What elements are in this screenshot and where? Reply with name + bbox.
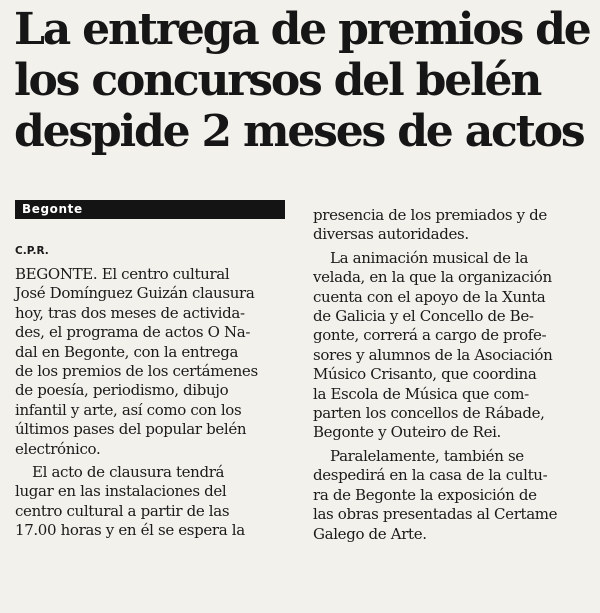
- text-line: cuenta con el apoyo de la Xunta: [313, 287, 546, 306]
- text-line: hoy, tras dos meses de activida-: [15, 303, 245, 322]
- text-line: de los premios de los certámenes: [15, 362, 258, 381]
- text-line: diversas autoridades.: [313, 225, 469, 244]
- section-label: Begonte: [15, 200, 285, 219]
- left-column-text: [15, 265, 285, 541]
- text-line: Paralelamente, también se: [330, 446, 524, 465]
- paragraph: [313, 447, 588, 544]
- headline-line: La entrega de premios de: [14, 4, 590, 55]
- text-line: El acto de clausura tendrá: [32, 463, 225, 482]
- headline-line: los concursos del belén: [14, 55, 541, 106]
- text-line: la Escola de Música que com-: [313, 384, 529, 403]
- text-line: parten los concellos de Rábade,: [313, 404, 545, 423]
- text-line: de Galicia y el Concello de Be-: [313, 307, 534, 326]
- headline: [14, 4, 594, 157]
- paragraph: [313, 249, 588, 443]
- text-line: últimos pases del popular belén: [15, 420, 247, 439]
- text-line: ra de Begonte la exposición de: [313, 485, 537, 504]
- text-line: presencia de los premiados y de: [313, 206, 547, 224]
- text-line: José Domínguez Guizán clausura: [15, 284, 255, 303]
- text-line: las obras presentadas al Certame: [313, 505, 558, 524]
- text-line: Galego de Arte.: [313, 524, 427, 543]
- right-column: [313, 206, 588, 544]
- text-line: de poesía, periodismo, dibujo: [15, 381, 229, 400]
- text-line: gonte, correrá a cargo de profe-: [313, 326, 547, 345]
- text-line: despedirá en la casa de la cultu-: [313, 466, 548, 485]
- text-line: velada, en la que la organización: [313, 268, 552, 287]
- text-line: electrónico.: [15, 439, 101, 458]
- text-line: dal en Begonte, con la entrega: [15, 342, 239, 361]
- text-line: infantil y arte, así como con los: [15, 400, 242, 419]
- text-line: Músico Crisanto, que coordina: [313, 365, 537, 384]
- left-column: [15, 200, 285, 541]
- paragraph: [15, 463, 285, 541]
- text-line: centro cultural a partir de las: [15, 501, 230, 520]
- headline-line: despide 2 meses de actos: [14, 106, 584, 157]
- paragraph: [15, 265, 285, 459]
- text-line: des, el programa de actos O Na-: [15, 323, 251, 342]
- text-line: 17.00 horas y en él se espera la: [15, 521, 245, 540]
- text-line: Begonte y Outeiro de Rei.: [313, 423, 501, 442]
- byline: C.P.R.: [15, 245, 49, 257]
- text-line: lugar en las instalaciones del: [15, 482, 227, 501]
- paragraph: [313, 206, 588, 245]
- text-line: BEGONTE. El centro cultural: [15, 265, 230, 283]
- text-line: sores y alumnos de la Asociación: [313, 345, 553, 364]
- right-column-text: [313, 206, 588, 544]
- text-line: La animación musical de la: [330, 248, 529, 267]
